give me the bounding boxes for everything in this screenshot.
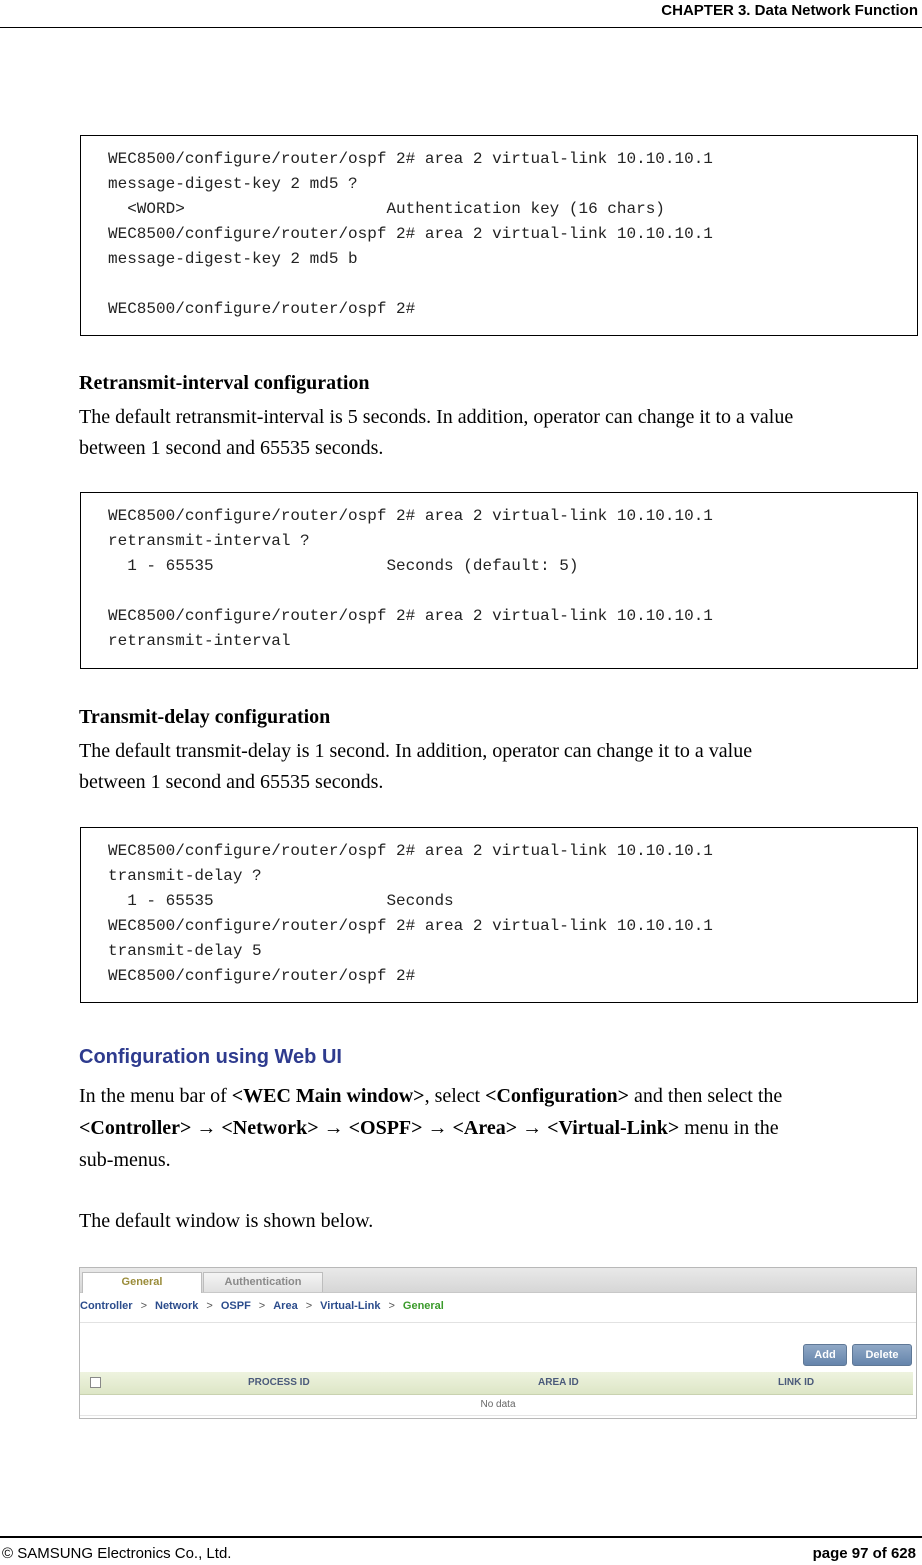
footer-copyright: © SAMSUNG Electronics Co., Ltd.	[2, 1545, 232, 1562]
code-line: message-digest-key 2 md5 ?	[108, 175, 358, 193]
code-line: WEC8500/configure/router/ospf 2#	[108, 967, 416, 985]
tab-bar	[80, 1268, 916, 1293]
retransmit-paragraph-line1: The default retransmit-interval is 5 seconds. In addition, operator can change it to a value	[79, 406, 794, 428]
code-line	[108, 272, 917, 297]
header-divider	[0, 27, 922, 28]
text-run: In the menu bar of	[79, 1085, 232, 1107]
breadcrumb-item-virtual-link[interactable]: Virtual-Link	[320, 1300, 381, 1312]
breadcrumb-separator: >	[258, 1300, 266, 1312]
tab-authentication[interactable]: Authentication	[203, 1272, 323, 1292]
text-run: , select	[424, 1085, 486, 1107]
code-line: WEC8500/configure/router/ospf 2# area 2 virtual-link 10.10.10.1	[108, 842, 713, 860]
column-header-process-id[interactable]: PROCESS ID	[248, 1377, 310, 1388]
code-line: WEC8500/configure/router/ospf 2# area 2 virtual-link 10.10.10.1	[108, 507, 713, 525]
section-title-web-ui: Configuration using Web UI	[79, 1046, 342, 1068]
transmit-paragraph-line1: The default transmit-delay is 1 second. In addition, operator can change it to a value	[79, 740, 753, 762]
delete-button[interactable]: Delete	[852, 1344, 912, 1366]
code-line: 1 - 65535 Seconds	[108, 892, 454, 910]
column-header-area-id[interactable]: AREA ID	[538, 1377, 579, 1388]
text-run-bold: <Configuration>	[485, 1085, 630, 1107]
footer-page-number: page 97 of 628	[812, 1545, 916, 1562]
code-line: WEC8500/configure/router/ospf 2#	[108, 300, 416, 318]
code-line	[108, 579, 917, 604]
cli-code-block-md5	[80, 135, 918, 336]
transmit-paragraph-line2: between 1 second and 65535 seconds.	[79, 771, 384, 793]
breadcrumb-separator: >	[388, 1300, 395, 1312]
add-button[interactable]: Add	[803, 1344, 847, 1366]
breadcrumb-separator: >	[140, 1300, 147, 1312]
text-run: and then select the	[629, 1085, 783, 1107]
retransmit-heading: Retransmit-interval configuration	[79, 372, 370, 394]
cli-code-block-transmit	[80, 827, 918, 1003]
code-line: message-digest-key 2 md5 b	[108, 250, 358, 268]
code-line: WEC8500/configure/router/ospf 2# area 2 virtual-link 10.10.10.1	[108, 607, 713, 625]
cli-code-block-retransmit	[80, 492, 918, 669]
retransmit-paragraph-line2: between 1 second and 65535 seconds.	[79, 437, 384, 459]
code-line: transmit-delay ?	[108, 867, 262, 885]
menu-path: <Controller> → <Network> → <OSPF> → <Area> → <Virtual-Link>	[79, 1117, 680, 1139]
code-line: WEC8500/configure/router/ospf 2# area 2 virtual-link 10.10.10.1	[108, 150, 713, 168]
code-line: 1 - 65535 Seconds (default: 5)	[108, 557, 579, 575]
code-line: WEC8500/configure/router/ospf 2# area 2 virtual-link 10.10.10.1	[108, 917, 713, 935]
table-header	[80, 1372, 913, 1395]
column-header-link-id[interactable]: LINK ID	[778, 1377, 815, 1388]
breadcrumb-item-controller[interactable]: Controller	[80, 1300, 133, 1312]
text-run-bold: <WEC Main window>	[231, 1085, 425, 1107]
footer-divider	[0, 1536, 922, 1538]
select-all-checkbox[interactable]	[90, 1377, 101, 1388]
breadcrumb-item-network[interactable]: Network	[155, 1300, 199, 1312]
code-line: transmit-delay 5	[108, 942, 262, 960]
webui-paragraph-line4: The default window is shown below.	[79, 1210, 374, 1232]
breadcrumb-divider	[80, 1322, 916, 1323]
webui-paragraph-line3: sub-menus.	[79, 1149, 171, 1171]
breadcrumb-item-area[interactable]: Area	[273, 1300, 298, 1312]
webui-paragraph-line2	[79, 1113, 779, 1144]
breadcrumb	[80, 1300, 444, 1312]
empty-table-message: No data	[80, 1395, 916, 1416]
transmit-heading: Transmit-delay configuration	[79, 706, 331, 728]
code-line: WEC8500/configure/router/ospf 2# area 2 virtual-link 10.10.10.1	[108, 225, 713, 243]
chapter-header: CHAPTER 3. Data Network Function	[661, 2, 918, 19]
code-line: <WORD> Authentication key (16 chars)	[108, 200, 665, 218]
breadcrumb-item-general: General	[402, 1300, 444, 1312]
code-line: retransmit-interval	[108, 632, 291, 650]
webui-paragraph-line1	[79, 1081, 782, 1112]
breadcrumb-item-ospf[interactable]: OSPF	[220, 1300, 251, 1312]
breadcrumb-separator: >	[305, 1300, 313, 1312]
text-run: menu in the	[679, 1117, 779, 1139]
code-line: retransmit-interval ?	[108, 532, 310, 550]
virtual-link-web-ui	[79, 1267, 917, 1419]
tab-general[interactable]: General	[82, 1272, 202, 1293]
breadcrumb-separator: >	[206, 1300, 213, 1312]
